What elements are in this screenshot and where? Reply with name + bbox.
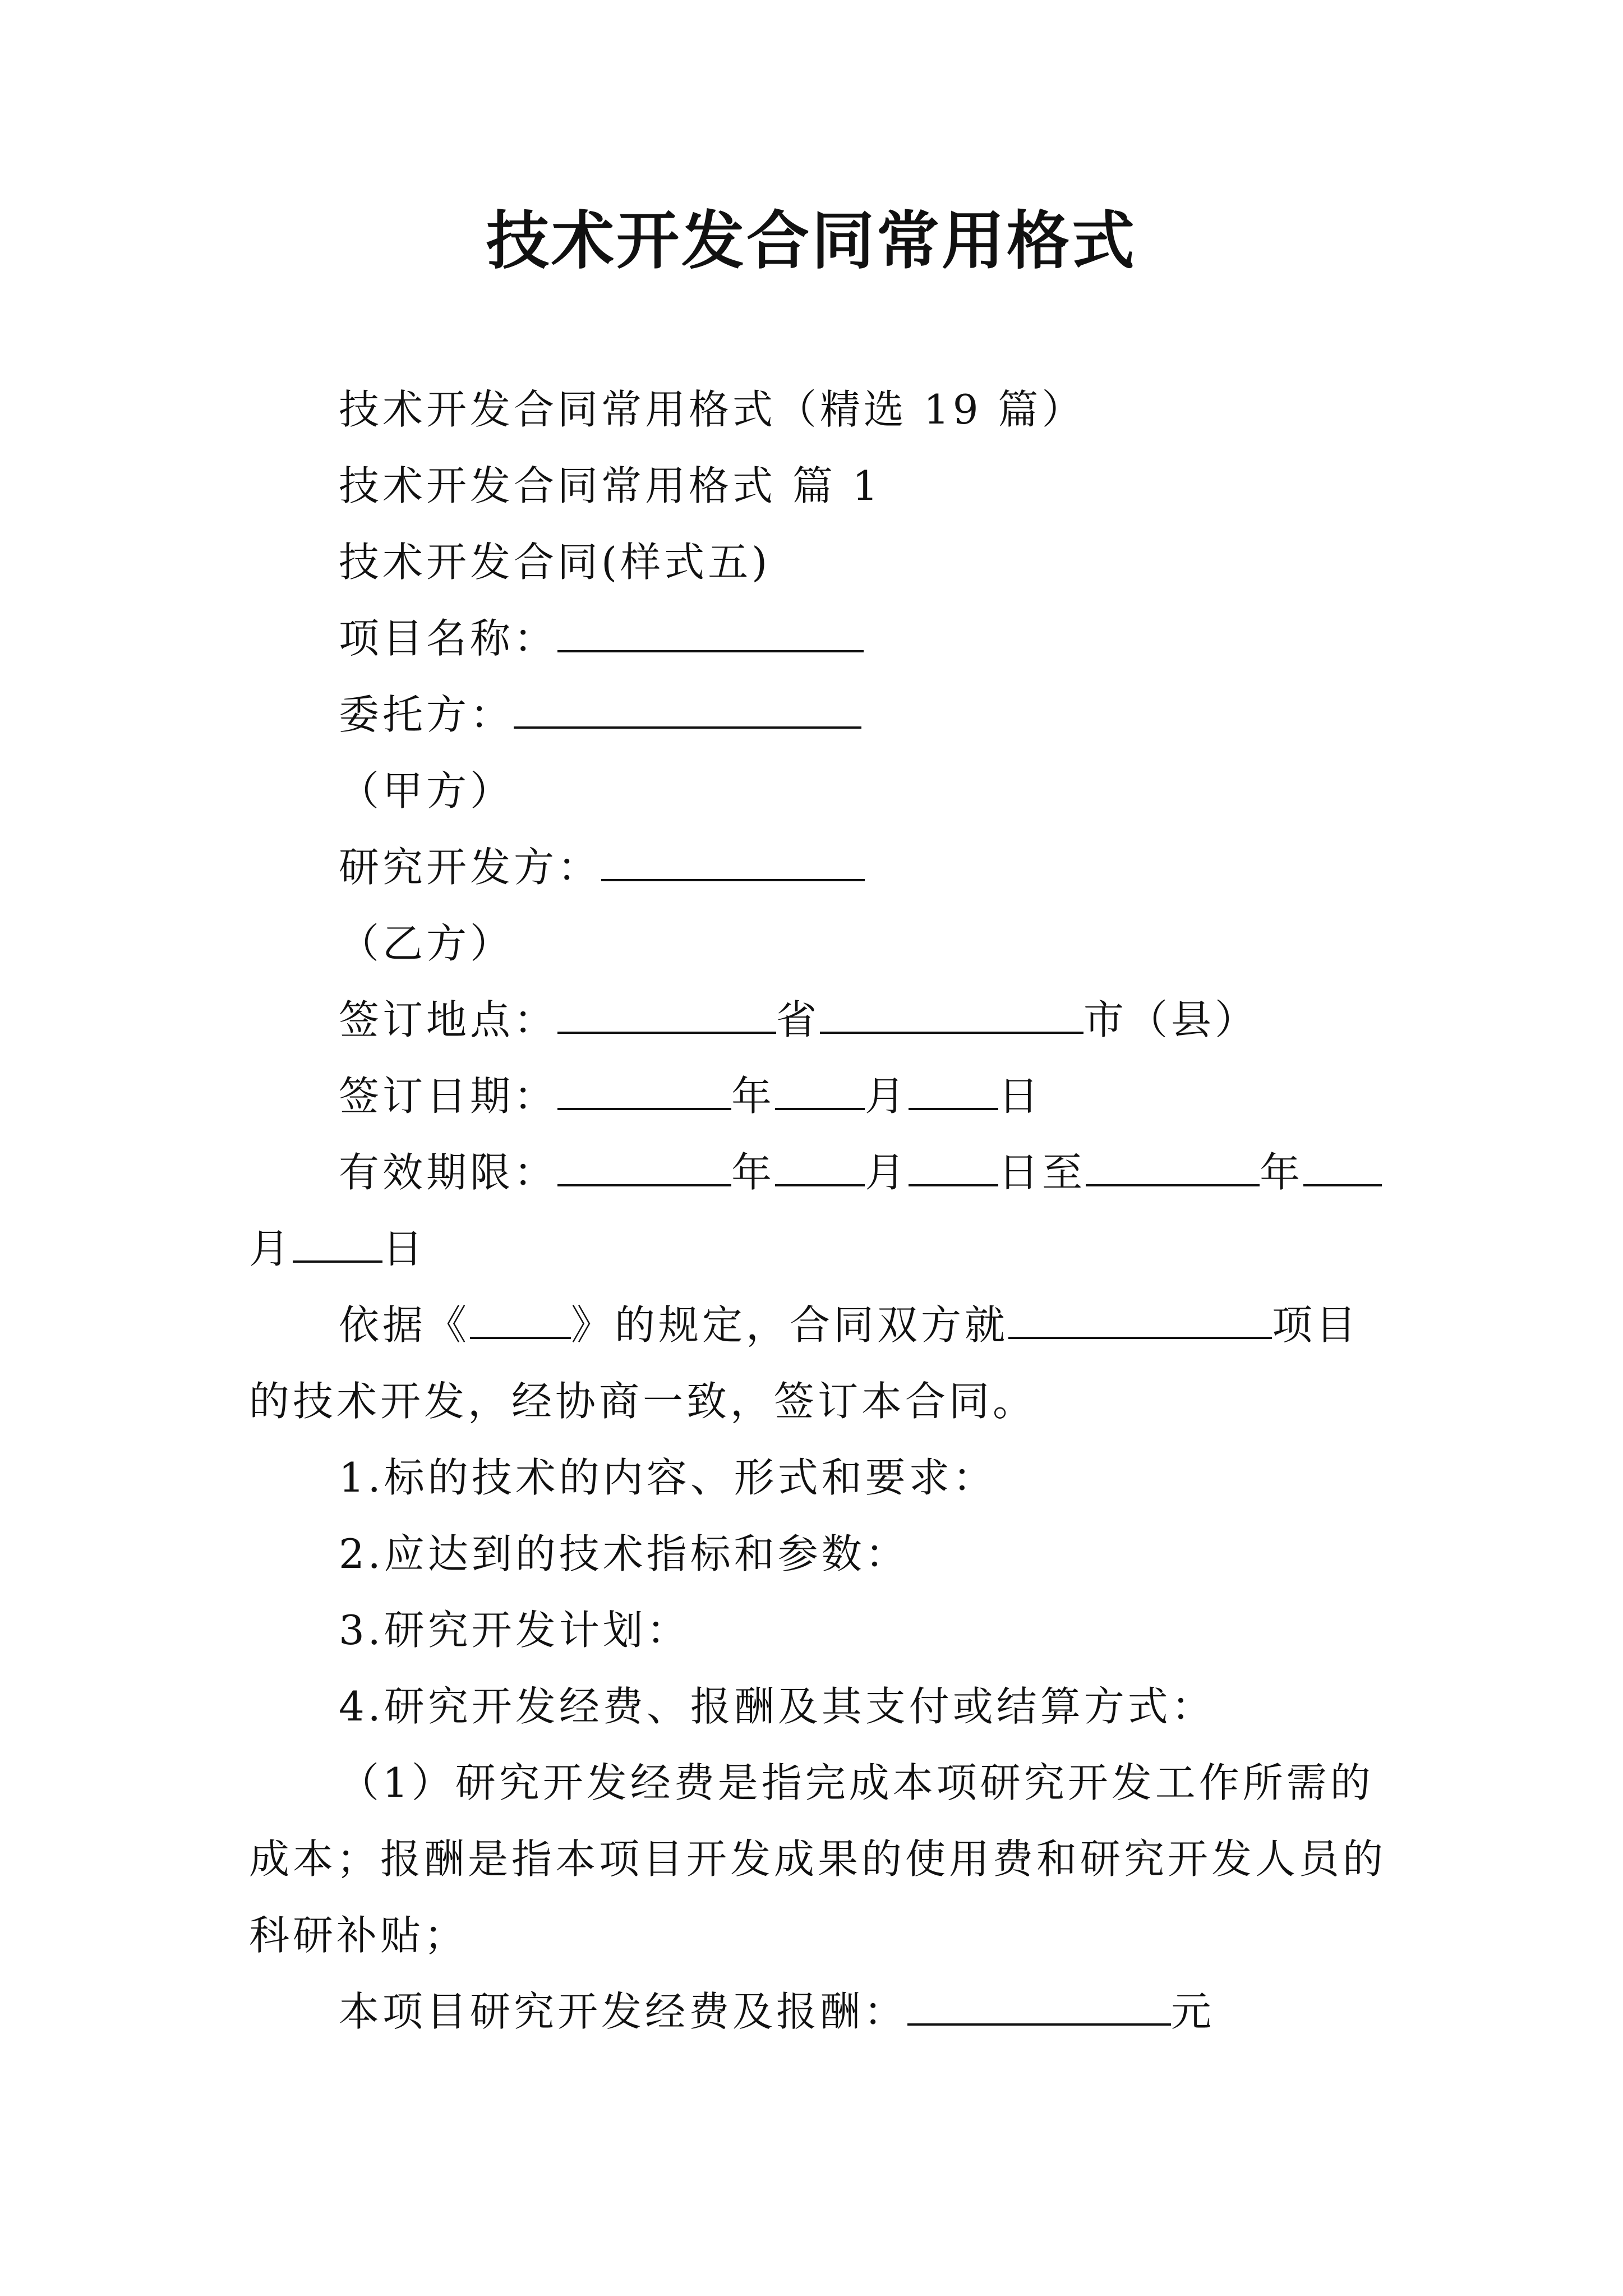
party-a-label: （甲方） [339, 767, 514, 815]
developer-blank[interactable] [601, 842, 865, 881]
sub-clause-1-line-1: （1）研究开发经费是指完成本项研究开发工作所需的 [339, 1759, 1374, 1806]
end-month-blank[interactable] [1303, 1147, 1382, 1186]
yuan-label: 元 [1171, 1988, 1215, 2035]
year-label: 年 [731, 1073, 776, 1120]
project-name-row [339, 610, 864, 666]
start-year-blank[interactable] [557, 1147, 731, 1186]
province-label: 省 [776, 996, 820, 1043]
developer-label: 研究开发方： [339, 844, 602, 891]
sign-year-blank[interactable] [557, 1071, 731, 1110]
month-label: 月 [865, 1073, 909, 1120]
start-month-blank[interactable] [775, 1147, 865, 1186]
sign-day-blank[interactable] [909, 1071, 998, 1110]
sign-date-label: 签订日期： [339, 1073, 558, 1120]
clause-2: 2.应达到的技术指标和参数： [339, 1530, 909, 1577]
year-label: 年 [731, 1149, 776, 1196]
day-to-label: 日至 [998, 1149, 1086, 1196]
year-label: 年 [1260, 1149, 1304, 1196]
clause-1: 1.标的技术的内容、形式和要求： [339, 1454, 997, 1501]
month-label: 月 [865, 1149, 909, 1196]
validity-label: 有效期限： [339, 1149, 558, 1196]
party-b-label: （乙方） [339, 920, 514, 967]
subtitle-selection: 技术开发合同常用格式（精选 19 篇） [339, 386, 1086, 433]
project-name-label: 项目名称： [339, 615, 558, 662]
basis-open: 依据《 [339, 1301, 471, 1349]
client-blank[interactable] [514, 689, 861, 729]
month-label: 月 [249, 1225, 293, 1272]
sub-clause-1-line-2: 成本；报酬是指本项目开发成果的使用费和研究开发人员的 [249, 1835, 1387, 1883]
clause-4: 4.研究开发经费、报酬及其支付或结算方式： [339, 1683, 1215, 1730]
client-row [339, 687, 861, 743]
basis-middle: 》的规定，合同双方就 [571, 1301, 1009, 1349]
project-blank[interactable] [1008, 1300, 1272, 1339]
law-name-blank[interactable] [470, 1300, 571, 1339]
end-year-blank[interactable] [1086, 1147, 1260, 1186]
client-label: 委托方： [339, 691, 514, 738]
fee-amount-blank[interactable] [907, 1986, 1171, 2026]
city-label: 市（县） [1083, 996, 1259, 1043]
sign-place-label: 签订地点： [339, 996, 558, 1043]
province-blank[interactable] [557, 995, 776, 1034]
fee-label: 本项目研究开发经费及报酬： [339, 1988, 908, 2035]
city-blank[interactable] [820, 995, 1083, 1034]
day-label: 日 [382, 1225, 427, 1272]
validity-row-continued [249, 1221, 426, 1277]
fee-row [339, 1984, 1215, 2040]
sign-month-blank[interactable] [775, 1071, 865, 1110]
validity-row [339, 1144, 1382, 1200]
start-day-blank[interactable] [909, 1147, 998, 1186]
basis-paragraph-line-2: 的技术开发，经协商一致，签订本合同。 [249, 1378, 1037, 1425]
sub-clause-1-line-3: 科研补贴； [249, 1912, 468, 1959]
contract-style-heading: 技术开发合同(样式五) [339, 539, 771, 586]
section-heading: 技术开发合同常用格式 篇 1 [339, 462, 882, 509]
sign-place-row [339, 992, 1258, 1048]
basis-paragraph-line-1 [339, 1297, 1359, 1353]
developer-row [339, 839, 865, 895]
document-title: 技术开发合同常用格式 [486, 204, 1137, 278]
clause-3: 3.研究开发计划： [339, 1607, 690, 1654]
end-day-blank[interactable] [293, 1223, 382, 1263]
basis-end: 项目 [1272, 1301, 1360, 1349]
day-label: 日 [998, 1073, 1043, 1120]
project-name-blank[interactable] [557, 613, 864, 652]
sign-date-row [339, 1068, 1042, 1124]
